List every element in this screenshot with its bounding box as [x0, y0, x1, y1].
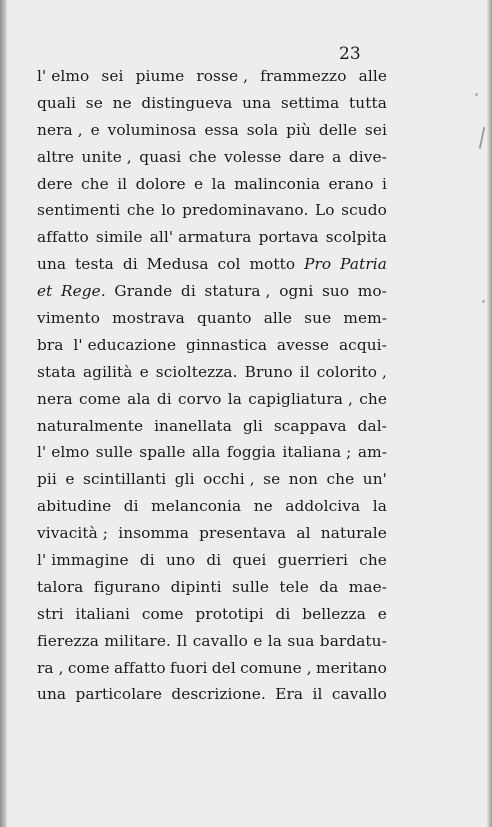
word: e — [139, 362, 149, 381]
word: quei — [232, 551, 267, 570]
word: prototipi — [195, 604, 264, 623]
word: guerrieri — [277, 551, 348, 570]
word: affatto — [37, 228, 89, 247]
text-line — [37, 659, 387, 686]
word: dolore — [135, 174, 186, 193]
word: bra — [37, 335, 64, 354]
text-line — [37, 551, 387, 578]
word: dive- — [348, 147, 387, 166]
word: Rege. — [61, 282, 106, 301]
text-line — [37, 175, 387, 202]
word: dare — [288, 147, 325, 166]
word: motto — [249, 255, 296, 274]
word: sulle — [231, 577, 269, 596]
page-gutter-shadow — [0, 0, 7, 827]
word: delle — [318, 120, 357, 139]
word: e — [65, 470, 75, 489]
word: sua — [287, 631, 315, 650]
word: più — [286, 120, 311, 139]
ink-speck — [475, 93, 478, 96]
word: colorito , — [316, 362, 387, 381]
text-line — [37, 363, 387, 390]
word: Pro — [304, 255, 332, 274]
word: scudo — [341, 201, 387, 220]
word: una — [37, 685, 67, 704]
word: sei — [101, 67, 124, 85]
word: scolpita — [325, 228, 387, 247]
word: di — [156, 389, 172, 408]
word: all' armatura — [149, 228, 252, 247]
word: cavallo — [331, 685, 387, 704]
word: vimento — [37, 309, 101, 328]
word: ginnastica — [185, 335, 268, 354]
word: Lo — [315, 201, 335, 220]
word: dal- — [357, 416, 387, 435]
word: del — [211, 658, 236, 677]
word: insomma — [118, 524, 189, 543]
word: statura , — [204, 282, 271, 301]
word: stata — [37, 362, 76, 381]
word: melanconia — [151, 497, 242, 516]
word: corvo — [178, 389, 222, 408]
word: fuori — [170, 658, 208, 677]
word: una — [37, 255, 67, 274]
word: Medusa — [146, 255, 209, 274]
word: che — [326, 470, 355, 489]
word: foggia — [226, 443, 276, 462]
word: naturale — [320, 524, 387, 543]
text-line — [37, 470, 387, 497]
word: di — [180, 282, 196, 301]
word: testa — [75, 255, 114, 274]
text-line — [37, 390, 387, 417]
word: frammezzo — [260, 67, 347, 85]
word: dipinti — [170, 577, 222, 596]
word: sue — [304, 309, 332, 328]
word: stri — [37, 604, 64, 623]
word: et — [37, 282, 53, 301]
word: che — [359, 389, 387, 408]
word: meritano — [316, 658, 387, 677]
word: mo- — [357, 282, 387, 301]
word: mem- — [343, 309, 387, 328]
word: naturalmente — [37, 416, 144, 435]
word: la — [372, 497, 387, 516]
word: la — [267, 631, 282, 650]
word: di — [139, 551, 155, 570]
text-line — [37, 282, 387, 309]
word: come — [79, 389, 121, 408]
word: alle — [358, 67, 387, 85]
word: col — [217, 255, 241, 274]
word: la — [211, 174, 226, 193]
word: e — [194, 174, 204, 193]
word: nera , — [37, 120, 83, 139]
word: settima — [280, 93, 340, 112]
word: al — [296, 524, 311, 543]
word: l' elmo — [37, 67, 90, 85]
word: come — [67, 658, 110, 677]
word: uno — [165, 551, 196, 570]
word: ne — [253, 497, 273, 516]
word: l' elmo — [37, 443, 90, 462]
word: portava — [258, 228, 319, 247]
word: unite , — [81, 147, 132, 166]
word: simile — [95, 228, 143, 247]
word: il — [312, 685, 323, 704]
word: sei — [364, 120, 387, 139]
word: talora — [37, 577, 84, 596]
word: mae- — [348, 577, 387, 596]
word: fierezza — [37, 631, 100, 650]
word: Era — [275, 685, 304, 704]
text-line — [37, 632, 387, 659]
word: comune , — [240, 658, 312, 677]
word: e — [377, 604, 387, 623]
word: am- — [357, 443, 387, 462]
word: presentava — [199, 524, 287, 543]
text-line — [37, 94, 387, 121]
text-line — [37, 255, 387, 282]
word: lo — [161, 201, 176, 220]
word: Grande — [114, 282, 173, 301]
ink-mark — [479, 127, 486, 149]
word: gli — [242, 416, 263, 435]
word: italiani — [75, 604, 131, 623]
text-line — [37, 121, 387, 148]
word: essa — [204, 120, 239, 139]
word: affatto — [113, 658, 166, 677]
word: bardatu- — [319, 631, 387, 650]
word: ogni — [279, 282, 314, 301]
word: sulle — [95, 443, 133, 462]
text-line — [37, 685, 387, 712]
word: spalle — [139, 443, 186, 462]
word: italiana ; — [282, 443, 352, 462]
word: occhi , — [203, 470, 255, 489]
word: e — [90, 120, 100, 139]
word: scintillanti — [83, 470, 167, 489]
word: particolare — [75, 685, 162, 704]
word: avesse — [276, 335, 330, 354]
word: abitudine — [37, 497, 112, 516]
word: scappava — [273, 416, 347, 435]
word: che — [126, 201, 155, 220]
word: capigliatura , — [248, 389, 353, 408]
page-edge-shadow — [487, 0, 492, 827]
word: militare. — [104, 631, 171, 650]
word: di — [122, 255, 138, 274]
text-line — [37, 497, 387, 524]
word: ra , — [37, 658, 64, 677]
word: acqui- — [338, 335, 387, 354]
word: il — [117, 174, 128, 193]
word: erano — [328, 174, 374, 193]
body-text — [37, 67, 387, 712]
word: tutta — [349, 93, 387, 112]
word: la — [227, 389, 242, 408]
word: cavallo — [192, 631, 248, 650]
word: a — [332, 147, 342, 166]
word: Bruno — [244, 362, 293, 381]
word: il — [299, 362, 310, 381]
word: sentimenti — [37, 201, 121, 220]
word: come — [141, 604, 184, 623]
word: predominavano. — [182, 201, 309, 220]
word: e — [253, 631, 263, 650]
text-line — [37, 417, 387, 444]
word: ne — [112, 93, 132, 112]
word: addolciva — [285, 497, 361, 516]
text-line — [37, 228, 387, 255]
word: suo — [321, 282, 350, 301]
word: vivacità ; — [37, 524, 109, 543]
word: se — [263, 470, 281, 489]
word: quasi — [139, 147, 182, 166]
word: che — [188, 147, 217, 166]
ink-speck — [482, 300, 485, 303]
text-line — [37, 336, 387, 363]
text-line — [37, 309, 387, 336]
word: dere — [37, 174, 73, 193]
word: quanto — [196, 309, 252, 328]
word: gli — [174, 470, 195, 489]
text-line — [37, 578, 387, 605]
word: Il — [176, 631, 188, 650]
word: non — [288, 470, 318, 489]
word: alla — [191, 443, 221, 462]
word: tele — [279, 577, 309, 596]
word: mostrava — [112, 309, 185, 328]
word: rosse , — [196, 67, 249, 85]
word: distingueva — [141, 93, 233, 112]
word: ala — [127, 389, 151, 408]
word: una — [242, 93, 272, 112]
word: un' — [362, 470, 387, 489]
word: che — [81, 174, 109, 193]
word: figurano — [93, 577, 161, 596]
word: i — [381, 174, 387, 193]
word: l' educazione — [73, 335, 177, 354]
text-line — [37, 201, 387, 228]
word: alle — [263, 309, 293, 328]
text-line — [37, 443, 387, 470]
word: che — [359, 551, 387, 570]
word: altre — [37, 147, 75, 166]
word: quali — [37, 93, 77, 112]
word: da — [319, 577, 339, 596]
word: di — [123, 497, 139, 516]
word: malinconia — [234, 174, 321, 193]
text-line — [37, 148, 387, 175]
word: l' immagine — [37, 551, 129, 570]
word: bellezza — [302, 604, 366, 623]
word: voluminosa — [107, 120, 197, 139]
text-line — [37, 67, 387, 94]
word: di — [206, 551, 222, 570]
word: di — [275, 604, 291, 623]
word: piume — [135, 67, 185, 85]
word: se — [85, 93, 103, 112]
page-number: 23 — [339, 44, 361, 64]
word: sola — [246, 120, 279, 139]
word: nera — [37, 389, 73, 408]
word: pii — [37, 470, 57, 489]
word: agilità — [82, 362, 133, 381]
text-line — [37, 605, 387, 632]
word: scioltezza. — [155, 362, 238, 381]
word: Patria — [340, 255, 387, 274]
word: volesse — [224, 147, 282, 166]
word: inanellata — [154, 416, 233, 435]
text-line — [37, 524, 387, 551]
word: descrizione. — [171, 685, 266, 704]
